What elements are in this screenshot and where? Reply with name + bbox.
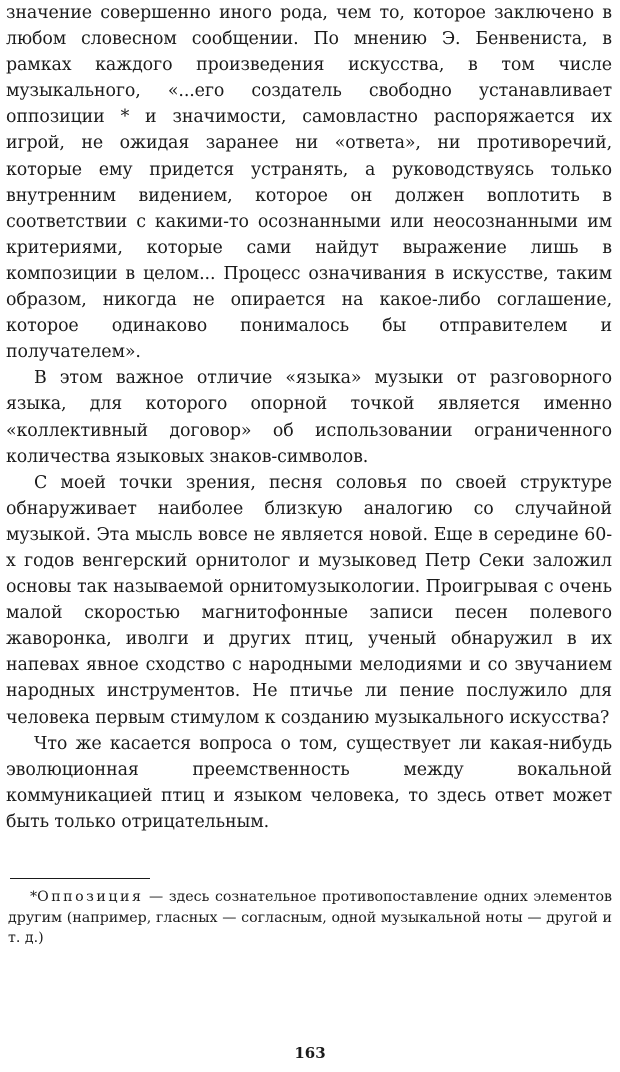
footnote-paragraph xyxy=(8,887,612,949)
footnote-separator xyxy=(10,878,150,879)
footnote-text: — здесь сознательное противопоставление одних элементов другим (например, гласных — согласным, одной музыкальной ноты — другой и т. д.) xyxy=(8,889,612,946)
paragraph-2: В этом важное отличие «языка» музыки от разговорного языка, для которого опорной точкой является именно «коллективный договор» об использовании ограниченного количества языковых знаков-символов. xyxy=(6,368,612,467)
paragraph-1: значение совершенно иного рода, чем то, которое заключено в любом словесном сообщении. По мнению Э. Бенвениста, в рамках каждого произведения искусства, в том числе музыкального, «...его создатель свободно устанавливает оппозиции * и значимости, самовластно распоряжается их игрой, не ожидая заранее ни «ответа», ни противоречий, которые ему придется устранять, а руководствуясь только внутренним видением, которое он должен воплотить в соответствии с какими-то осознанными или неосознанными им критериями, которые сами найдут выражение лишь в композиции в целом... Процесс означивания в искусстве, таким образом, никогда не опирается на какое-либо соглашение, которое одинаково понималось бы отправителем и получателем». xyxy=(6,3,612,363)
paragraph-4: Что же касается вопроса о том, существует ли какая-нибудь эволюционная преемственность между вокальной коммуникацией птиц и языком человека, то здесь ответ может быть только отрицательным. xyxy=(6,733,612,832)
footnote-marker: * xyxy=(30,889,38,905)
footnote-term: Оппозиция xyxy=(37,889,144,905)
main-text xyxy=(6,0,612,835)
footnote xyxy=(8,887,612,949)
paragraph-3: С моей точки зрения, песня соловья по своей структуре обнаруживает наиболее близкую аналогию со случайной музыкой. Эта мысль вовсе не является новой. Еще в середине 60-х годов венгерский орнитолог и музыковед Петр Секи заложил основы так называемой орнитомузыкологии. Проигрывая с очень малой скоростью магнитофонные записи песен полевого жаворонка, иволги и других птиц, ученый обнаружил в их напевах явное сходство с народными мелодиями и со звучанием народных инструментов. Не птичье ли пение послужило для человека первым стимулом к созданию музыкального искусства? xyxy=(6,472,612,728)
page-number: 163 xyxy=(294,1044,326,1062)
